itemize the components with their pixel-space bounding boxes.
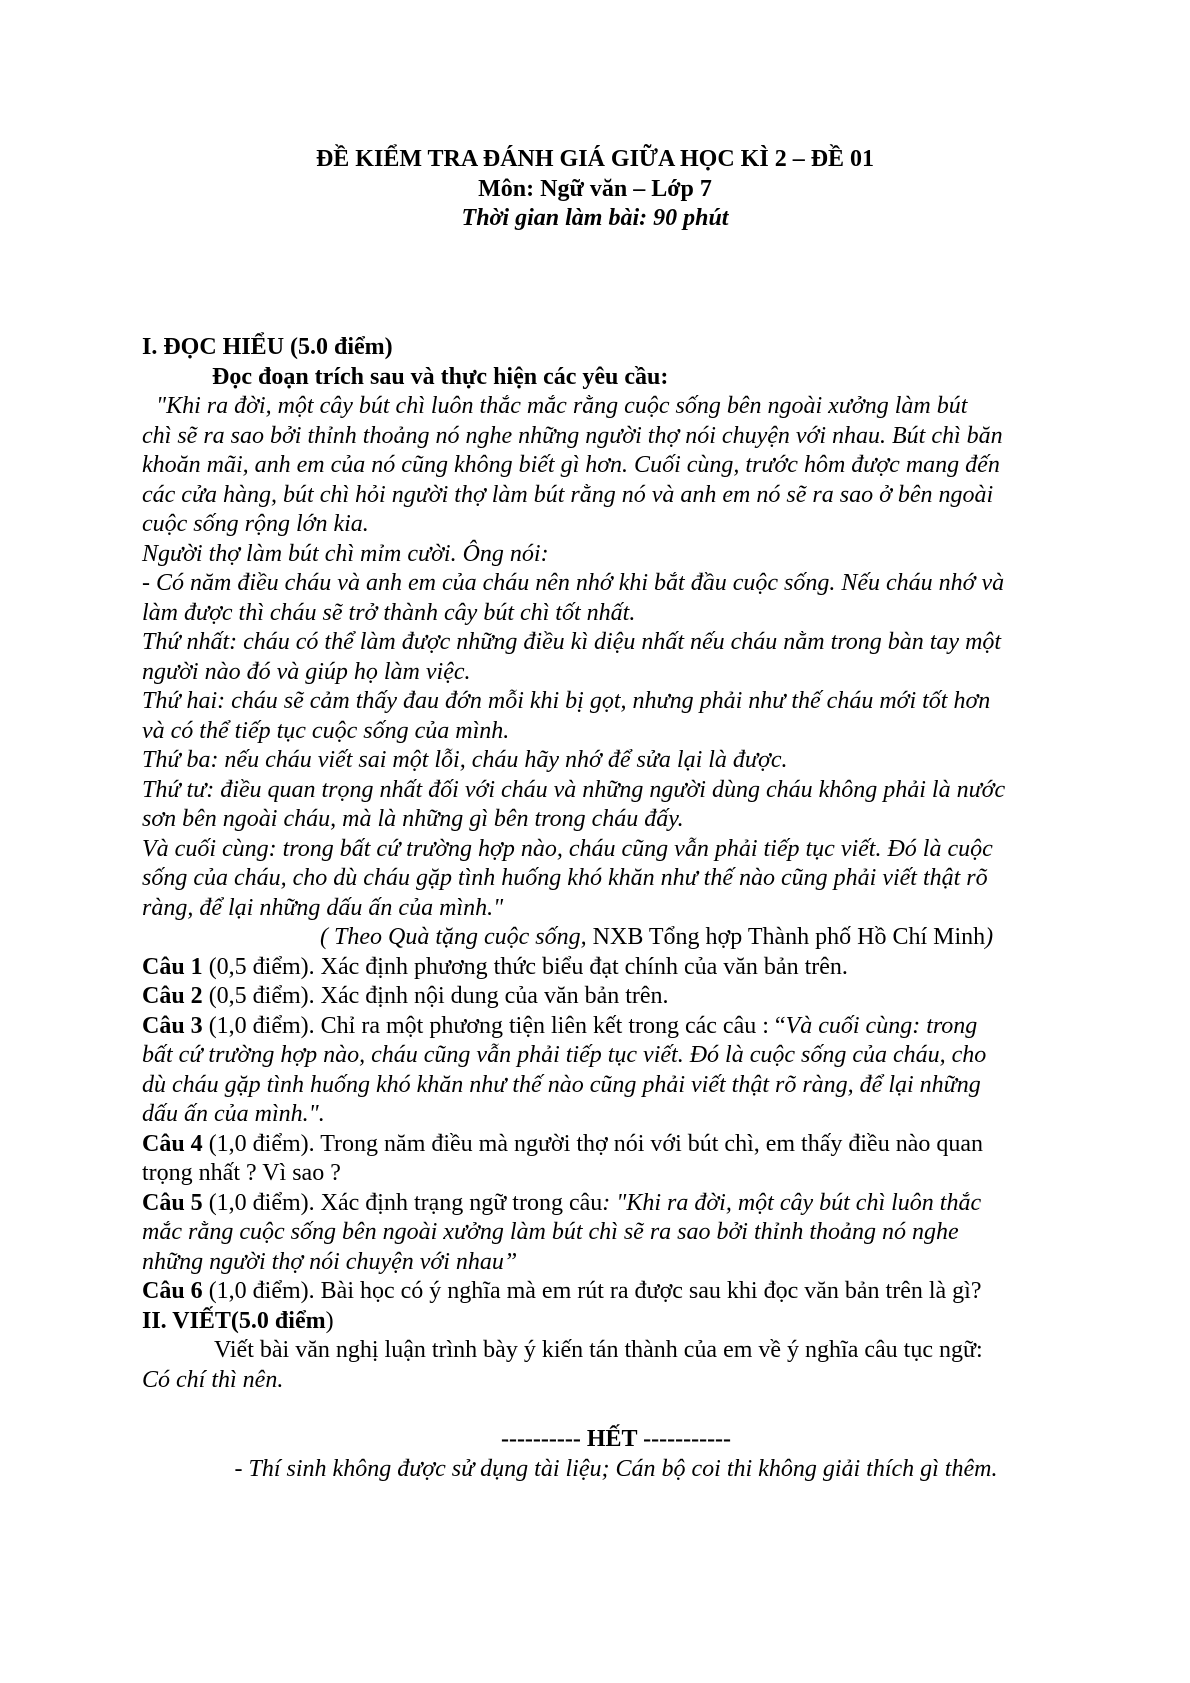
question-text: (1,0 điểm). Chỉ ra một phương tiện liên kết trong các câu : “: [202, 1012, 786, 1039]
passage-line: người nào đó và giúp họ làm việc.: [142, 658, 471, 685]
question-text: trọng nhất ? Vì sao ?: [142, 1160, 341, 1186]
question-label: Câu 6: [142, 1278, 203, 1304]
source-publisher: NXB Tổng hợp Thành phố Hồ Chí Minh: [586, 924, 986, 950]
question-5: [142, 1189, 1090, 1278]
passage-line: Thứ hai: cháu sẽ cảm thấy đau đớn mỗi khi bị gọt, nhưng phải như thế cháu mới tốt hơn: [142, 688, 991, 714]
reading-passage: [142, 392, 1090, 923]
passage-line: chì sẽ ra sao bởi thỉnh thoảng nó nghe những người thợ nói chuyện với nhau. Bút chì băn: [142, 422, 1003, 449]
question-quote: Và cuối cùng: trong: [785, 1012, 978, 1039]
exam-note: - Thí sinh không được sử dụng tài liệu; Cán bộ coi thi không giải thích gì thêm.: [234, 1455, 998, 1482]
question-label: Câu 5: [142, 1189, 203, 1216]
passage-line: - Có năm điều cháu và anh em của cháu nên nhớ khi bắt đầu cuộc sống. Nếu cháu nhớ và: [142, 570, 1005, 596]
question-1: [142, 953, 1090, 983]
question-quote: dù cháu gặp tình huống khó khăn như thế nào cũng phải viết thật rõ ràng, để lại những: [142, 1071, 981, 1098]
proverb: Có chí thì nên.: [142, 1366, 284, 1393]
passage-line: ràng, để lại những dấu ấn của mình.": [142, 894, 504, 921]
question-label: Câu 2: [142, 983, 203, 1009]
question-text: (1,0 điểm). Xác định trạng ngữ trong câu: [202, 1189, 603, 1216]
passage-line: và có thể tiếp tục cuộc sống của mình.: [142, 717, 510, 744]
question-text: (1,0 điểm). Trong năm điều mà người thợ nói với bút chì, em thấy điều nào quan: [202, 1130, 984, 1157]
passage-source: [142, 923, 1090, 953]
passage-line: Người thợ làm bút chì mỉm cười. Ông nói:: [142, 540, 549, 567]
passage-line: sơn bên ngoài cháu, mà là những gì bên trong cháu đấy.: [142, 806, 684, 832]
passage-line: sống của cháu, cho dù cháu gặp tình huống khó khăn như thế nào cũng phải viết thật rõ: [142, 865, 988, 891]
exam-header: [0, 145, 1190, 234]
question-label: Câu 1: [142, 953, 203, 980]
question-text: (0,5 điểm). Xác định nội dung của văn bản trên.: [202, 983, 669, 1009]
passage-line: Thứ nhất: cháu có thể làm được những điều kì diệu nhất nếu cháu nằm trong bàn tay một: [142, 629, 1002, 655]
question-3: [142, 1012, 1090, 1130]
source-close: ): [985, 924, 994, 950]
question-quote: bất cứ trường hợp nào, cháu cũng vẫn phải tiếp tục viết. Đó là cuộc sống của cháu, cho: [142, 1042, 987, 1068]
question-quote: mắc rằng cuộc sống bên ngoài xưởng làm bút chì sẽ ra sao bởi thỉnh thoảng nó nghe: [142, 1219, 959, 1245]
passage-line: "Khi ra đời, một cây bút chì luôn thắc mắc rằng cuộc sống bên ngoài xưởng làm bút: [156, 393, 968, 419]
question-quote: : "Khi ra đời, một cây bút chì luôn thắc: [602, 1189, 982, 1216]
writing-prompt: Viết bài văn nghị luận trình bày ý kiến tán thành của em về ý nghĩa câu tục ngữ:: [214, 1337, 983, 1363]
question-2: [142, 982, 1090, 1012]
passage-line: cuộc sống rộng lớn kia.: [142, 511, 369, 537]
source-book: Quà tặng cuộc sống,: [388, 924, 587, 950]
exam-content: [142, 333, 1090, 1484]
passage-line: Và cuối cùng: trong bất cứ trường hợp nào, cháu cũng vẫn phải tiếp tục viết. Đó là cuộc: [142, 835, 993, 862]
exam-title: ĐỀ KIỂM TRA ĐÁNH GIÁ GIỮA HỌC KÌ 2 – ĐỀ 01: [315, 146, 875, 172]
question-text: (0,5 điểm). Xác định phương thức biểu đạt chính của văn bản trên.: [202, 953, 848, 980]
section1-instruction: Đọc đoạn trích sau và thực hiện các yêu cầu:: [212, 363, 669, 390]
end-marker: ---------- HẾT -----------: [500, 1426, 732, 1452]
question-text: (1,0 điểm). Bài học có ý nghĩa mà em rút ra được sau khi đọc văn bản trên là gì?: [202, 1278, 982, 1304]
question-4: [142, 1130, 1090, 1189]
question-label: Câu 4: [142, 1130, 203, 1157]
section1-heading: I. ĐỌC HIỂU (5.0 điểm): [142, 334, 393, 360]
passage-line: làm được thì cháu sẽ trở thành cây bút chì tốt nhất.: [142, 599, 636, 626]
exam-time: Thời gian làm bài: 90 phút: [461, 205, 729, 231]
question-label: Câu 3: [142, 1012, 203, 1039]
passage-line: Thứ ba: nếu cháu viết sai một lỗi, cháu hãy nhớ để sửa lại là được.: [142, 747, 788, 773]
source-open: ( Theo: [320, 924, 388, 950]
section2-heading: II. VIẾT(5.0 điểm): [142, 1307, 334, 1334]
passage-line: các cửa hàng, bút chì hỏi người thợ làm bút rằng nó và anh em nó sẽ ra sao ở bên ngoài: [142, 481, 994, 508]
question-6: [142, 1277, 1090, 1307]
question-quote: những người thợ nói chuyện với nhau”: [142, 1248, 518, 1275]
passage-line: khoăn mãi, anh em của nó cũng không biết gì hơn. Cuối cùng, trước hôm được mang đến: [142, 452, 1000, 478]
exam-subject: Môn: Ngữ văn – Lớp 7: [478, 175, 712, 202]
passage-line: Thứ tư: điều quan trọng nhất đối với cháu và những người dùng cháu không phải là nước: [142, 776, 1006, 803]
question-quote: dấu ấn của mình.".: [142, 1101, 325, 1127]
